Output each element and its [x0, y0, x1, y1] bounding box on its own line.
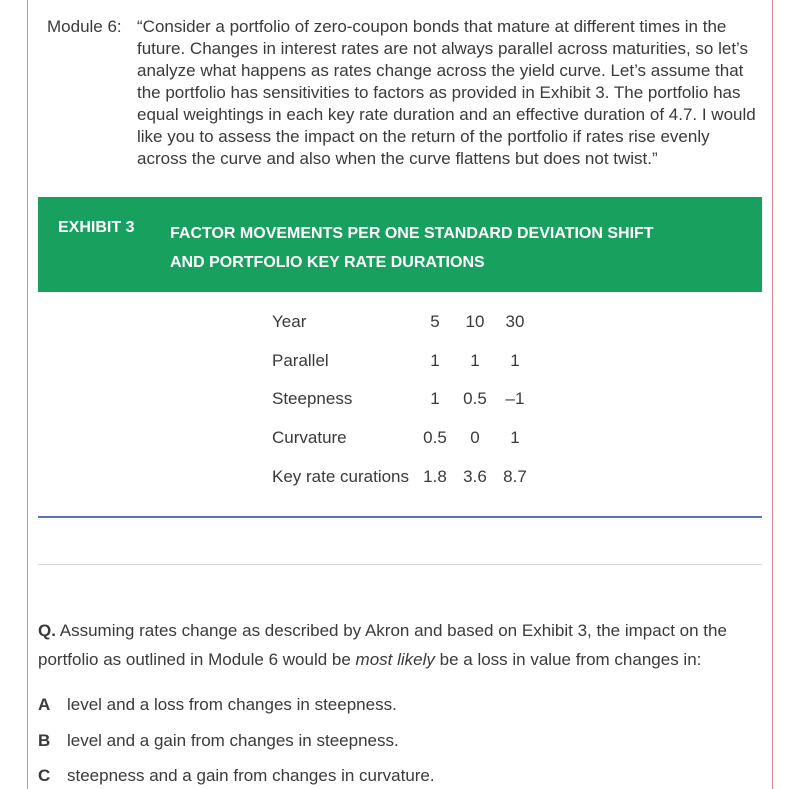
table-row: [272, 380, 530, 419]
question-text: [38, 616, 762, 674]
cell-year-10: 1: [470, 350, 480, 370]
option-letter: C: [38, 766, 51, 785]
cell-year-30: 1: [510, 350, 520, 370]
cell-year-5: 0.5: [423, 428, 447, 448]
exhibit-title-line-2: AND PORTFOLIO KEY RATE DURATIONS: [170, 254, 485, 271]
exhibit-label: EXHIBIT 3: [58, 219, 135, 236]
cell-year-10: 0: [470, 428, 480, 448]
cell-year-30: 1: [510, 428, 520, 448]
table-row: [272, 303, 530, 342]
row-label: Year: [272, 312, 307, 332]
row-label: Curvature: [272, 428, 347, 448]
option-text: level and a loss from changes in steepness.: [67, 695, 397, 714]
option-letter: A: [38, 695, 51, 714]
cell-year-10: 10: [465, 312, 485, 332]
question-body-end: be a loss in value from changes in:: [434, 650, 702, 669]
answer-option-a[interactable]: [38, 694, 397, 716]
table-row: [272, 457, 530, 496]
cell-year-5: 1: [430, 350, 440, 370]
section-divider: [38, 516, 762, 518]
cell-year-5: 1: [430, 389, 440, 409]
cell-year-30: 8.7: [503, 466, 527, 486]
cell-year-5: 1.8: [423, 466, 447, 486]
exhibit-title-line-1: FACTOR MOVEMENTS PER ONE STANDARD DEVIATION SHIFT: [170, 225, 654, 242]
option-text: steepness and a gain from changes in curvature.: [67, 766, 435, 785]
option-text: level and a gain from changes in steepness.: [67, 731, 399, 750]
answer-option-c[interactable]: [38, 765, 435, 787]
page-border-right: [772, 0, 773, 789]
row-label: Key rate curations: [272, 466, 410, 486]
factor-table: [272, 303, 530, 496]
exhibit-title: [170, 219, 730, 277]
module-quote: “Consider a portfolio of zero-coupon bonds that mature at different times in the future. Changes in interest rates are not always parallel across maturities, so let’s analyze what happens as rates change across the yield curve. Let’s assume that the portfolio has sensitivities to factors as provided in Exhibit 3. The portfolio has equal weightings in each key rate duration and an effective duration of 4.7. I would like you to assess the impact on the return of the portfolio if rates rise evenly across the curve and also when the curve flattens but does not twist.”: [137, 17, 756, 168]
cell-year-30: 30: [505, 312, 525, 332]
row-label: Parallel: [272, 350, 329, 370]
option-letter: B: [38, 731, 51, 750]
question-emphasis: most likely: [355, 650, 435, 669]
module-label: Module 6:: [47, 17, 122, 36]
cell-year-5: 5: [430, 312, 440, 332]
row-label: Steepness: [272, 389, 353, 409]
table-row: [272, 342, 530, 381]
table-row: [272, 419, 530, 458]
cell-year-10: 3.6: [463, 466, 487, 486]
question-prefix: Q.: [38, 621, 56, 640]
page-border-left: [27, 0, 28, 789]
answer-option-b[interactable]: [38, 730, 399, 752]
question-body: Assuming rates change as described by Akron and based on Exhibit 3, the impact on the portfolio as outlined in Module 6 would be: [38, 621, 727, 669]
cell-year-30: –1: [505, 389, 525, 409]
exhibit-banner: [38, 197, 762, 292]
cell-year-10: 0.5: [463, 389, 487, 409]
separator: [38, 564, 762, 565]
